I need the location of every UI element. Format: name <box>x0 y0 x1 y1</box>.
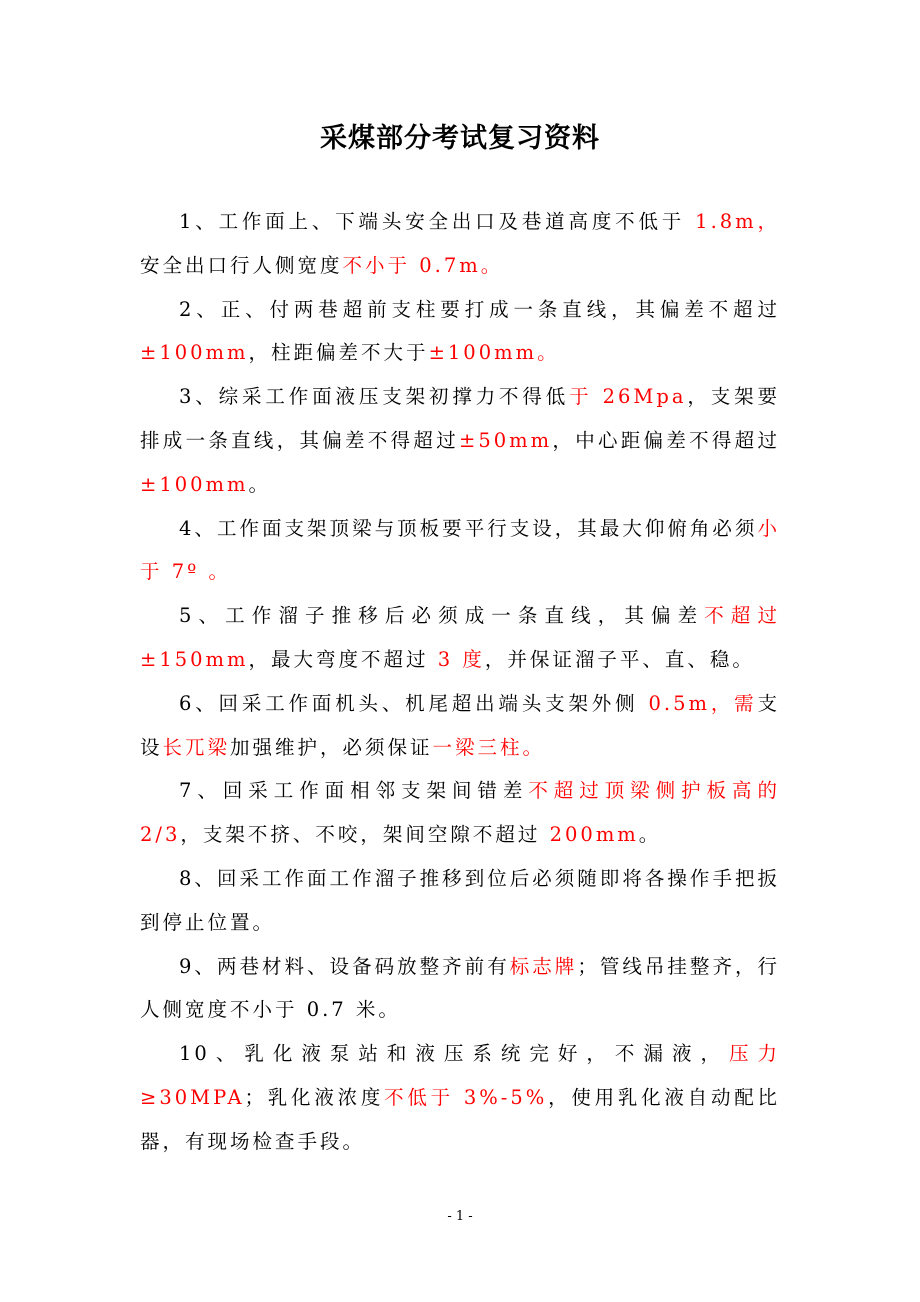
highlighted-text: 不低于 3%-5% <box>384 1085 548 1109</box>
paragraph-text: 8、回采工作面工作溜子推移到位后必须随即将各操作手把扳到停止位置。 <box>140 866 780 934</box>
highlighted-text: 标志牌 <box>509 954 578 978</box>
paragraph-text: ，并保证溜子平、直、稳。 <box>484 647 755 671</box>
paragraph-text: 7、回采工作面相邻支架间错差 <box>179 779 529 803</box>
highlighted-text: 小于 7º 。 <box>140 516 780 584</box>
highlighted-text: 不超过±150mm <box>140 604 780 671</box>
highlighted-text: ±100mm <box>140 472 249 496</box>
highlighted-text: 压力≥30MPA <box>140 1042 780 1109</box>
paragraph-text: 6、回采工作面机头、机尾超出端头支架外侧 <box>179 691 649 715</box>
highlighted-text: 200mm <box>549 823 639 847</box>
paragraph-text: ，支架不挤、不咬，架间空隙不超过 <box>180 823 550 847</box>
list-item <box>140 769 780 857</box>
paragraph-text: 3、综采工作面液压支架初撑力不得低 <box>179 385 570 409</box>
highlighted-text: ±100mm <box>140 341 249 365</box>
paragraph-text: 支设 <box>140 691 780 759</box>
highlighted-text: ±100mm。 <box>428 341 560 365</box>
page-number: - 1 - <box>447 1209 473 1224</box>
paragraph-text: 加强维护，必须保证 <box>230 735 433 759</box>
paragraph-text: 5、工作溜子推移后必须成一条直线，其偏差 <box>179 604 705 628</box>
paragraph-text: 。 <box>638 823 662 847</box>
list-item <box>140 945 780 1033</box>
paragraph-text: ，中心距偏差不得超过 <box>552 428 780 452</box>
highlighted-text: 于 26Mpa <box>569 385 687 409</box>
list-item <box>140 200 780 288</box>
paragraph-text: ；乳化液浓度 <box>244 1085 385 1109</box>
paragraph-text: 10、乳化液泵站和液压系统完好，不漏液， <box>179 1042 729 1066</box>
list-item <box>140 682 780 770</box>
highlighted-text: 3 度 <box>437 647 485 671</box>
list-item <box>140 375 780 506</box>
paragraph-text: ，最大弯度不超过 <box>248 647 438 671</box>
paragraph-text: 1、工作面上、下端头安全出口及巷道高度不低于 <box>179 210 696 233</box>
highlighted-text: 0.5m，需 <box>648 691 758 715</box>
list-item <box>140 594 780 682</box>
paragraph-text: ，使用乳化液自动配比器，有现场检查手段。 <box>140 1085 780 1153</box>
highlighted-text: 1.8m， <box>695 210 780 233</box>
paragraph-text: 。 <box>248 472 272 496</box>
paragraph-text: 2、正、付两巷超前支柱要打成一条直线，其偏差不超过 <box>179 297 780 321</box>
highlighted-text: 一梁三柱。 <box>432 735 546 759</box>
list-item <box>140 288 780 376</box>
highlighted-text: 长兀梁 <box>162 735 231 759</box>
highlighted-text: ±50mm <box>458 428 553 452</box>
paragraph-text: 4、工作面支架顶梁与顶板要平行支设，其最大仰俯角必须 <box>179 516 758 540</box>
list-item <box>140 857 780 945</box>
list-item <box>140 1032 780 1163</box>
paragraph-text: 9、两巷材料、设备码放整齐前有 <box>179 954 510 978</box>
paragraph-text: ，柱距偏差不大于 <box>248 341 429 365</box>
paragraph-text: 安全出口行人侧宽度 <box>140 253 343 277</box>
paragraph-text: ，支架要排成一条直线，其偏差不得超过 <box>140 385 780 452</box>
document-title: 采煤部分考试复习资料 <box>320 123 600 154</box>
highlighted-text: 不小于 0.7m。 <box>342 253 504 277</box>
list-item <box>140 507 780 595</box>
highlighted-text: 不超过顶梁侧护板高的 2/3 <box>140 779 780 847</box>
paragraph-text: ；管线吊挂整齐，行人侧宽度不小于 0.7 米。 <box>140 954 780 1022</box>
document-body <box>140 200 780 1164</box>
